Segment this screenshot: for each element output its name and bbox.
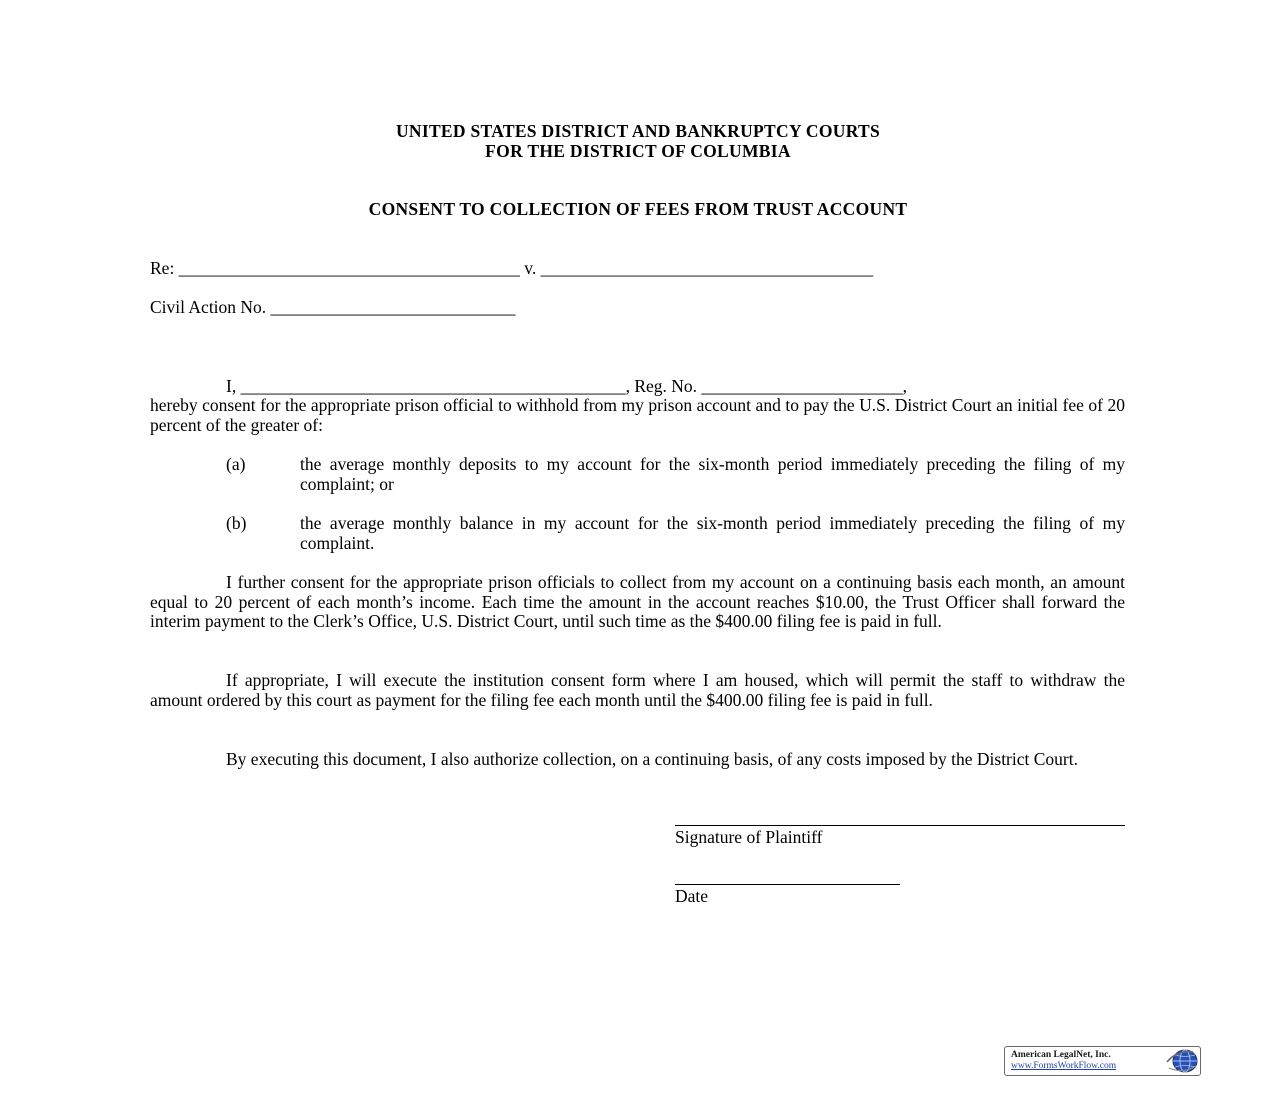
intro-paragraph: hereby consent for the appropriate prison official to withhold from my prison account and to pay the U.S. District Court an initial fee of 20 percent of the greater of: [150,395,1125,435]
publisher-url[interactable]: www.FormsWorkFlow.com [1011,1061,1117,1071]
authorization-paragraph: By executing this document, I also authorize collection, on a continuing basis, of any costs imposed by the District Court. [226,749,1078,769]
court-name-line2: FOR THE DISTRICT OF COLUMBIA [485,141,791,161]
document-title: CONSENT TO COLLECTION OF FEES FROM TRUST ACCOUNT [368,199,908,219]
intro-line: I, ____________________________________________, Reg. No. _______________________, [226,376,908,396]
civil-action-line: Civil Action No. ____________________________ [150,297,516,317]
date-label: Date [675,886,709,906]
signature-line [675,825,1125,826]
re-line: Re: _______________________________________ v. ______________________________________ [150,258,874,278]
item-a-text: the average monthly deposits to my account for the six-month period immediately preceding the filing of my complaint; or [300,454,1125,494]
court-name-line1: UNITED STATES DISTRICT AND BANKRUPTCY COURTS [395,121,881,141]
institution-consent-paragraph: If appropriate, I will execute the institution consent form where I am housed, which will permit the staff to withdraw the amount ordered by this court as payment for the filing fee each month until the $400.00 filing fee is paid in full. [150,670,1125,710]
publisher-logo[interactable] [1004,1046,1201,1076]
date-line [675,884,900,885]
further-consent-paragraph: I further consent for the appropriate prison officials to collect from my account on a continuing basis each month, an amount equal to 20 percent of each month’s income. Each time the amount in the account reaches $10.00, the Trust Officer shall forward the interim payment to the Clerk’s Office, U.S. District Court, until such time as the $400.00 filing fee is paid in full. [150,572,1125,632]
signature-label: Signature of Plaintiff [675,827,823,847]
globe-icon [1163,1048,1199,1074]
item-a-label: (a) [226,454,246,474]
item-b-text: the average monthly balance in my account for the six-month period immediately preceding the filing of my complaint. [300,513,1125,553]
item-b-label: (b) [226,513,247,533]
publisher-name: American LegalNet, Inc. [1011,1050,1111,1060]
